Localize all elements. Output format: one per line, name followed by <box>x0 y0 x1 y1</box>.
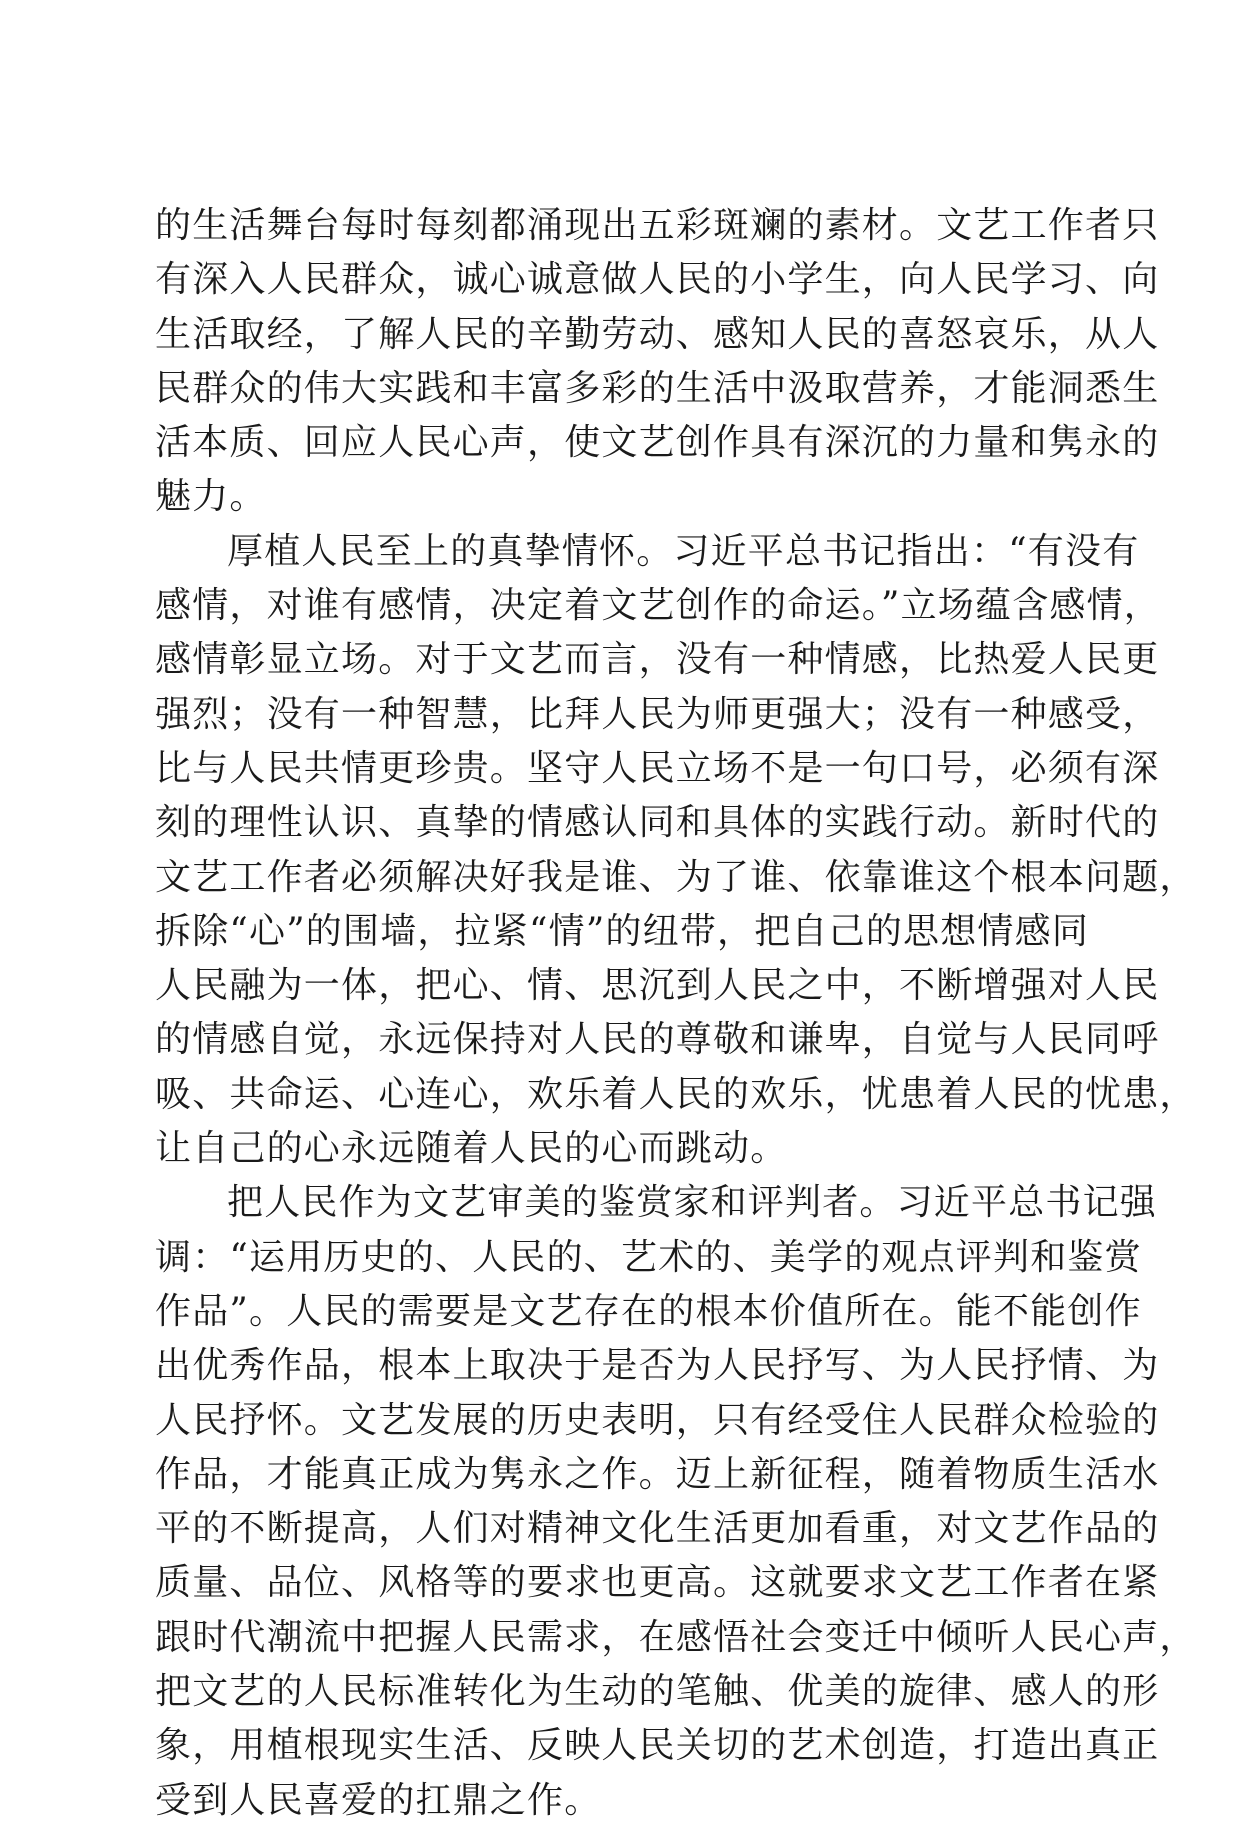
text-line: 民群众的伟大实践和丰富多彩的生活中汲取营养，才能洞悉生 <box>155 367 1160 409</box>
paragraph-2 <box>155 525 1197 1177</box>
text-line: 人民抒怀。文艺发展的历史表明，只有经受住人民群众检验的 <box>155 1399 1160 1441</box>
text-line: 出优秀作品，根本上取决于是否为人民抒写、为人民抒情、为 <box>155 1345 1160 1387</box>
text-line: 魅力。 <box>155 476 267 518</box>
text-line: 把文艺的人民标准转化为生动的笔触、优美的旋律、感人的形 <box>155 1671 1160 1713</box>
text-line: 有深入人民群众，诚心诚意做人民的小学生，向人民学习、向 <box>155 259 1160 301</box>
text-line: 吸、共命运、心连心，欢乐着人民的欢乐，忧患着人民的忧患， <box>155 1073 1197 1115</box>
text-line: 比与人民共情更珍贵。坚守人民立场不是一句口号，必须有深 <box>155 747 1160 789</box>
text-line: 文艺工作者必须解决好我是谁、为了谁、依靠谁这个根本问题， <box>155 856 1197 898</box>
text-line: 让自己的心永远随着人民的心而跳动。 <box>155 1128 788 1170</box>
text-line: 感情彰显立场。对于文艺而言，没有一种情感，比热爱人民更 <box>155 639 1160 681</box>
text-line: 活本质、回应人民心声，使文艺创作具有深沉的力量和隽永的 <box>155 422 1160 464</box>
text-line: 拆除“心”的围墙，拉紧“情”的纽带，把自己的思想情感同 <box>155 910 1090 952</box>
text-line: 作品，才能真正成为隽永之作。迈上新征程，随着物质生活水 <box>155 1453 1160 1495</box>
text-line: 跟时代潮流中把握人民需求，在感悟社会变迁中倾听人民心声， <box>155 1616 1197 1658</box>
text-line: 把人民作为文艺审美的鉴赏家和评判者。习近平总书记强 <box>227 1182 1158 1224</box>
text-line: 感情，对谁有感情，决定着文艺创作的命运。”立场蕴含感情， <box>155 585 1162 627</box>
paragraph-3 <box>155 1176 1197 1828</box>
text-line: 厚植人民至上的真挚情怀。习近平总书记指出：“有没有 <box>227 530 1140 572</box>
text-line: 的生活舞台每时每刻都涌现出五彩斑斓的素材。文艺工作者只 <box>155 205 1160 246</box>
text-line: 刻的理性认识、真挚的情感认同和具体的实践行动。新时代的 <box>155 802 1160 844</box>
text-line: 受到人民喜爱的扛鼎之作。 <box>155 1779 602 1821</box>
paragraph-1 <box>155 199 1160 525</box>
text-line: 象，用植根现实生活、反映人民关切的艺术创造，打造出真正 <box>155 1725 1160 1767</box>
text-line: 人民融为一体，把心、情、思沉到人民之中，不断增强对人民 <box>155 965 1160 1007</box>
text-line: 作品”。人民的需要是文艺存在的根本价值所在。能不能创作 <box>155 1290 1142 1332</box>
text-line: 生活取经，了解人民的辛勤劳动、感知人民的喜怒哀乐，从人 <box>155 313 1160 355</box>
text-line: 强烈；没有一种智慧，比拜人民为师更强大；没有一种感受， <box>155 693 1160 735</box>
text-line: 的情感自觉，永远保持对人民的尊敬和谦卑，自觉与人民同呼 <box>155 1019 1160 1061</box>
text-line: 调：“运用历史的、人民的、艺术的、美学的观点评判和鉴赏 <box>155 1236 1142 1278</box>
body-text <box>155 199 1197 1828</box>
text-line: 平的不断提高，人们对精神文化生活更加看重，对文艺作品的 <box>155 1508 1160 1550</box>
text-line: 质量、品位、风格等的要求也更高。这就要求文艺工作者在紧 <box>155 1562 1160 1604</box>
